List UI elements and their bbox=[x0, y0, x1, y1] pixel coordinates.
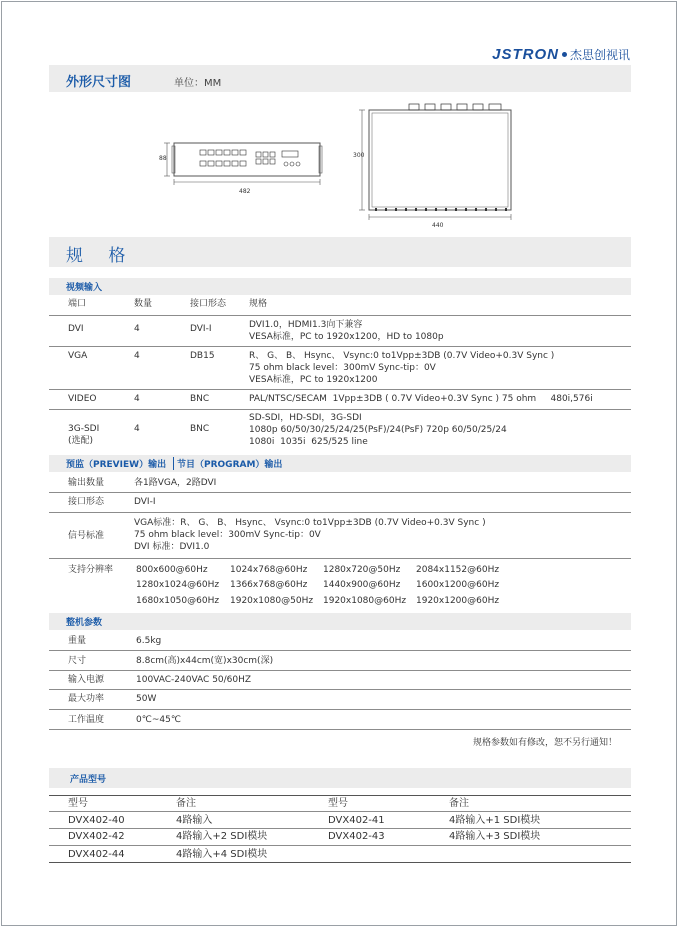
resolution: 1440x900@60Hz bbox=[323, 580, 401, 590]
header-separator bbox=[173, 457, 174, 470]
model-id: DVX402-41 bbox=[328, 815, 385, 826]
resolution: 1280x720@50Hz bbox=[323, 565, 401, 575]
brand-logo bbox=[492, 46, 630, 63]
col-header-qty: 数量 bbox=[134, 299, 153, 309]
weight-label: 重量 bbox=[68, 636, 87, 646]
temp-value: 0℃~45℃ bbox=[136, 715, 181, 725]
vga-qty: 4 bbox=[134, 351, 140, 361]
dvi-spec-1: DVI1.0，HDMI1.3向下兼容 bbox=[249, 320, 363, 330]
output-count-value: 各1路VGA，2路DVI bbox=[134, 478, 217, 488]
col-header-spec: 规格 bbox=[249, 299, 268, 309]
signal-standard-label: 信号标准 bbox=[68, 531, 105, 541]
dvi-spec-2: VESA标准，PC to 1920x1200，HD to 1080p bbox=[249, 332, 444, 342]
size-label: 尺寸 bbox=[68, 656, 87, 666]
signal-standard-3: DVI 标准：DVI1.0 bbox=[134, 542, 210, 552]
max-power-value: 50W bbox=[136, 694, 157, 704]
models-col-note-2: 备注 bbox=[449, 798, 469, 809]
disclaimer-note: 规格参数如有修改，恕不另行通知！ bbox=[472, 738, 617, 748]
vga-form: DB15 bbox=[190, 351, 215, 361]
resolution: 1920x1080@50Hz bbox=[230, 596, 314, 606]
video-form: BNC bbox=[190, 394, 210, 404]
resolution: 1920x1080@60Hz bbox=[323, 596, 407, 606]
col-header-port: 端口 bbox=[68, 299, 87, 309]
resolution: 1366x768@60Hz bbox=[230, 580, 308, 590]
vga-port: VGA bbox=[68, 351, 88, 361]
spec-header bbox=[49, 237, 631, 267]
output-count-label: 输出数量 bbox=[68, 478, 105, 488]
front-height-label: 88 bbox=[159, 155, 167, 162]
resolution: 2084x1152@60Hz bbox=[416, 565, 500, 575]
divider bbox=[49, 315, 631, 316]
program-output-title: 节目（PROGRAM）输出 bbox=[177, 460, 283, 470]
resolution: 1680x1050@60Hz bbox=[136, 596, 220, 606]
signal-standard-2: 75 ohm black level：300mV Sync-tip：0V bbox=[134, 530, 321, 540]
models-col-model-2: 型号 bbox=[328, 798, 348, 809]
dvi-port: DVI bbox=[68, 324, 84, 334]
divider bbox=[49, 512, 631, 513]
divider bbox=[49, 729, 631, 730]
divider bbox=[49, 811, 631, 812]
divider bbox=[49, 650, 631, 651]
weight-value: 6.5kg bbox=[136, 636, 162, 646]
model-note: 4路输入+2 SDI模块 bbox=[176, 831, 268, 842]
power-input-label: 输入电源 bbox=[68, 675, 105, 685]
video-qty: 4 bbox=[134, 394, 140, 404]
machine-title: 整机参数 bbox=[66, 618, 103, 628]
sdi-port-optional: (选配) bbox=[68, 436, 94, 446]
vga-spec-1: R、 G、 B、 Hsync、 Vsync:0 to1Vpp±3DB (0.7V Video+0.3V Sync ) bbox=[249, 351, 555, 361]
top-view-drawing bbox=[355, 100, 525, 225]
video-port: VIDEO bbox=[68, 394, 97, 404]
output-form-value: DVI-I bbox=[134, 497, 156, 507]
model-note: 4路输入 bbox=[176, 815, 213, 826]
brand-name: JSTRON bbox=[492, 46, 559, 63]
vga-spec-2: 75 ohm black level：300mV Sync-tip：0V bbox=[249, 363, 436, 373]
divider bbox=[49, 670, 631, 671]
model-id: DVX402-43 bbox=[328, 831, 385, 842]
resolution: 1920x1200@60Hz bbox=[416, 596, 500, 606]
col-header-form: 接口形态 bbox=[190, 299, 227, 309]
video-spec-1: PAL/NTSC/SECAM 1Vpp±3DB ( 0.7V Video+0.3V Sync ) 75 ohm 480i,576i bbox=[249, 394, 593, 404]
models-title: 产品型号 bbox=[70, 775, 107, 785]
dimensions-title: 外形尺寸图 bbox=[66, 75, 132, 90]
models-col-model: 型号 bbox=[68, 798, 88, 809]
models-col-note: 备注 bbox=[176, 798, 196, 809]
model-note: 4路输入+3 SDI模块 bbox=[449, 831, 541, 842]
dvi-qty: 4 bbox=[134, 324, 140, 334]
video-input-title: 视频输入 bbox=[66, 283, 103, 293]
size-value: 8.8cm(高)x44cm(宽)x30cm(深) bbox=[136, 656, 274, 666]
divider bbox=[49, 709, 631, 710]
model-id: DVX402-40 bbox=[68, 815, 125, 826]
model-note: 4路输入+1 SDI模块 bbox=[449, 815, 541, 826]
preview-output-title: 预监（PREVIEW）输出 bbox=[66, 460, 167, 470]
divider bbox=[49, 409, 631, 410]
divider bbox=[49, 346, 631, 347]
dvi-form: DVI-I bbox=[190, 324, 212, 334]
divider bbox=[49, 492, 631, 493]
signal-standard-1: VGA标准：R、 G、 B、 Hsync、 Vsync:0 to1Vpp±3DB (0.7V Video+0.3V Sync ) bbox=[134, 518, 486, 528]
resolution: 1600x1200@60Hz bbox=[416, 580, 500, 590]
dimensions-unit: 单位：MM bbox=[174, 78, 222, 89]
spec-title: 规 格 bbox=[66, 246, 136, 266]
divider bbox=[49, 862, 631, 863]
divider bbox=[49, 795, 631, 796]
sdi-spec-2: 1080p 60/50/30/25/24/25(PsF)/24(PsF) 720p 60/50/25/24 bbox=[249, 425, 507, 435]
model-id: DVX402-42 bbox=[68, 831, 125, 842]
brand-dot-icon bbox=[562, 52, 567, 57]
machine-header bbox=[49, 613, 631, 630]
resolution: 800x600@60Hz bbox=[136, 565, 208, 575]
sdi-spec-3: 1080i 1035i 625/525 line bbox=[249, 437, 368, 447]
power-input-value: 100VAC-240VAC 50/60HZ bbox=[136, 675, 252, 685]
top-width-label: 440 bbox=[432, 222, 444, 229]
video-input-header bbox=[49, 278, 631, 295]
divider bbox=[49, 558, 631, 559]
brand-cn: 杰思创视讯 bbox=[569, 48, 630, 62]
max-power-label: 最大功率 bbox=[68, 694, 105, 704]
divider bbox=[49, 845, 631, 846]
divider bbox=[49, 828, 631, 829]
model-note: 4路输入+4 SDI模块 bbox=[176, 849, 268, 860]
resolution: 1280x1024@60Hz bbox=[136, 580, 220, 590]
models-header bbox=[49, 768, 631, 788]
top-depth-label: 300 bbox=[353, 152, 365, 159]
sdi-qty: 4 bbox=[134, 424, 140, 434]
dimensions-header bbox=[49, 65, 631, 92]
sdi-form: BNC bbox=[190, 424, 210, 434]
divider bbox=[49, 389, 631, 390]
sdi-port: 3G-SDI bbox=[68, 424, 100, 434]
output-form-label: 接口形态 bbox=[68, 497, 105, 507]
resolutions-label: 支持分辨率 bbox=[68, 565, 114, 575]
output-header bbox=[49, 455, 631, 472]
resolution: 1024x768@60Hz bbox=[230, 565, 308, 575]
divider bbox=[49, 689, 631, 690]
sdi-spec-1: SD-SDI，HD-SDI，3G-SDI bbox=[249, 413, 362, 423]
model-id: DVX402-44 bbox=[68, 849, 125, 860]
temp-label: 工作温度 bbox=[68, 715, 105, 725]
front-width-label: 482 bbox=[239, 188, 251, 195]
vga-spec-3: VESA标准，PC to 1920x1200 bbox=[249, 375, 378, 385]
